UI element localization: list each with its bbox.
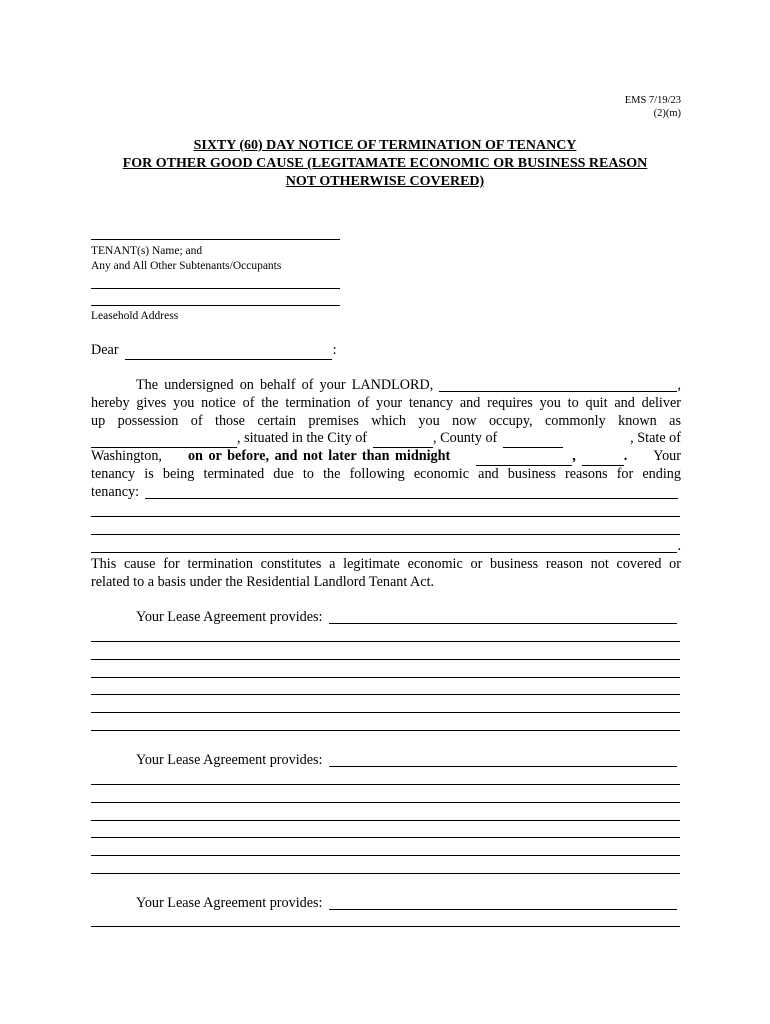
paragraph-1-line-6: tenancy is being terminated due to the following economic and business reasons for ending	[91, 466, 681, 482]
lease-1-line-5[interactable]	[91, 712, 680, 713]
address-line-1[interactable]	[91, 288, 340, 289]
paragraph-1-line-3: up possession of those certain premises which you now occupy, commonly known as	[91, 413, 681, 429]
dear-name-blank[interactable]	[125, 347, 332, 360]
document-title-line-3: NOT OTHERWISE COVERED)	[285, 174, 485, 189]
lease-2-line-6[interactable]	[91, 873, 680, 874]
deadline-year-blank[interactable]	[582, 453, 624, 466]
deadline-date-blank[interactable]	[476, 453, 572, 466]
reasons-blank-2[interactable]	[91, 516, 680, 517]
paragraph-2-line-1: This cause for termination constitutes a legitimate economic or business reason not covered or	[91, 556, 681, 572]
form-reference-section: (2)(m)	[653, 108, 681, 119]
paragraph-1-line-10	[91, 538, 681, 556]
lease-1-line-4[interactable]	[91, 694, 680, 695]
lease-2-line-3[interactable]	[91, 820, 680, 821]
deadline-bold-text: on or before, and not later than midnight	[187, 448, 451, 464]
reasons-blank-1[interactable]	[145, 486, 678, 499]
lease-2-line-2[interactable]	[91, 802, 680, 803]
occupants-label: Any and All Other Subtenants/Occupants	[91, 260, 282, 272]
lease-1-line-6[interactable]	[91, 730, 680, 731]
county-text: , County of	[433, 430, 498, 446]
reasons-blank-4[interactable]	[91, 540, 677, 553]
dear-text: Dear	[91, 342, 119, 358]
lease-provision-2	[136, 752, 677, 770]
document-title-line-1: SIXTY (60) DAY NOTICE OF TERMINATION OF TENANCY	[193, 138, 577, 153]
city-text: , situated in the City of	[237, 430, 368, 446]
lease-provision-blank[interactable]	[329, 897, 678, 910]
leasehold-address-label: Leasehold Address	[91, 310, 179, 322]
lease-1-line-2[interactable]	[91, 659, 680, 660]
lease-1-line-3[interactable]	[91, 677, 680, 678]
reasons-period: .	[677, 538, 681, 554]
address-line-2[interactable]	[91, 305, 340, 306]
paragraph-1-line-5	[91, 448, 681, 466]
reasons-blank-3[interactable]	[91, 534, 680, 535]
paragraph-1-line-2: hereby gives you notice of the termination of your tenancy and requires you to quit and deliver	[91, 395, 681, 411]
lease-1-line-1[interactable]	[91, 641, 680, 642]
your-text: Your	[653, 448, 681, 464]
tenant-name-line[interactable]	[91, 239, 340, 240]
lease-provision-3	[136, 895, 677, 913]
tenancy-reasons-label: tenancy:	[91, 484, 140, 500]
lease-2-line-1[interactable]	[91, 784, 680, 785]
landlord-name-blank[interactable]	[439, 379, 677, 392]
tenant-name-label: TENANT(s) Name; and	[91, 245, 203, 257]
county-blank[interactable]	[503, 435, 563, 448]
lease-3-line-1[interactable]	[91, 926, 680, 927]
lease-provision-blank[interactable]	[329, 611, 678, 624]
paragraph-2-line-2: related to a basis under the Residential Landlord Tenant Act.	[91, 574, 435, 590]
paragraph-1-line-1	[136, 377, 681, 395]
lease-2-line-4[interactable]	[91, 837, 680, 838]
comma-text: ,	[677, 377, 681, 393]
landlord-intro-text: The undersigned on behalf of your LANDLORD,	[136, 377, 434, 393]
state-text: , State of	[630, 430, 681, 446]
document-title-line-2: FOR OTHER GOOD CAUSE (LEGITAMATE ECONOMIC OR BUSINESS REASON	[122, 156, 648, 171]
lease-provision-label: Your Lease Agreement provides:	[136, 609, 323, 625]
lease-provision-label: Your Lease Agreement provides:	[136, 752, 323, 768]
salutation-colon: :	[332, 342, 337, 358]
washington-text: Washington,	[91, 448, 162, 464]
city-blank[interactable]	[373, 435, 433, 448]
form-reference-date: EMS 7/19/23	[624, 95, 681, 106]
paragraph-1-line-4	[91, 430, 681, 448]
paragraph-1-line-7	[91, 484, 678, 502]
lease-2-line-5[interactable]	[91, 855, 680, 856]
deadline-period: .	[623, 448, 628, 464]
lease-provision-label: Your Lease Agreement provides:	[136, 895, 323, 911]
deadline-comma: ,	[572, 448, 576, 464]
premises-address-blank[interactable]	[91, 435, 237, 448]
lease-provision-1	[136, 609, 677, 627]
form-reference	[625, 94, 681, 120]
lease-provision-blank[interactable]	[329, 754, 678, 767]
salutation	[91, 342, 337, 360]
